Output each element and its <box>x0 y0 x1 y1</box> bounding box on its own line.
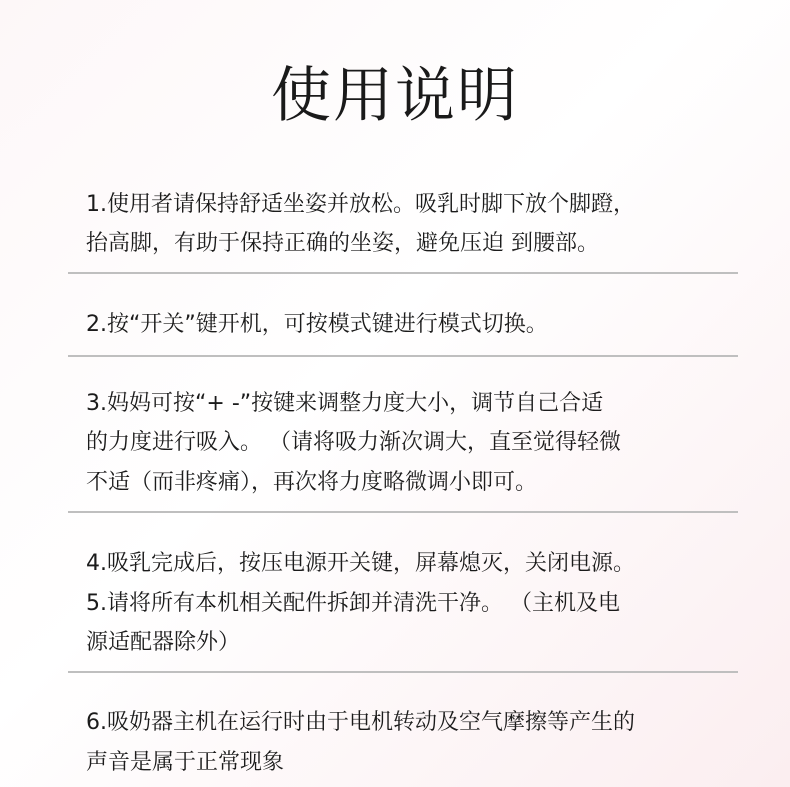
divider <box>68 671 738 673</box>
instruction-line: 2.按“开关”键开机，可按模式键进行模式切换。 <box>86 312 548 337</box>
instruction-line: 声音是属于正常现象 <box>86 750 285 775</box>
instruction-line: 5.请将所有本机相关配件拆卸并清洗干净。 （主机及电 <box>86 591 620 616</box>
instruction-line: 源适配器除外） <box>86 630 241 655</box>
instruction-line: 3.妈妈可按“+ -”按键来调整力度大小，调节自己合适 <box>86 391 604 416</box>
instruction-line: 的力度进行吸入。 （请将吸力渐次调大，直至觉得轻微 <box>86 430 621 455</box>
instruction-line: 不适（而非疼痛），再次将力度略微调小即可。 <box>86 470 538 495</box>
instruction-line: 4.吸乳完成后，按压电源开关键，屏幕熄灭，关闭电源。 <box>86 551 635 576</box>
page-title: 使用说明 <box>271 61 519 131</box>
instruction-line: 6.吸奶器主机在运行时由于电机转动及空气摩擦等产生的 <box>86 710 635 735</box>
divider <box>68 511 738 513</box>
instruction-line: 1.使用者请保持舒适坐姿并放松。吸乳时脚下放个脚蹬， <box>86 192 635 217</box>
instruction-line: 抬高脚，有助于保持正确的坐姿，避免压迫 到腰部。 <box>86 231 599 256</box>
divider <box>68 355 738 357</box>
divider <box>68 272 738 274</box>
